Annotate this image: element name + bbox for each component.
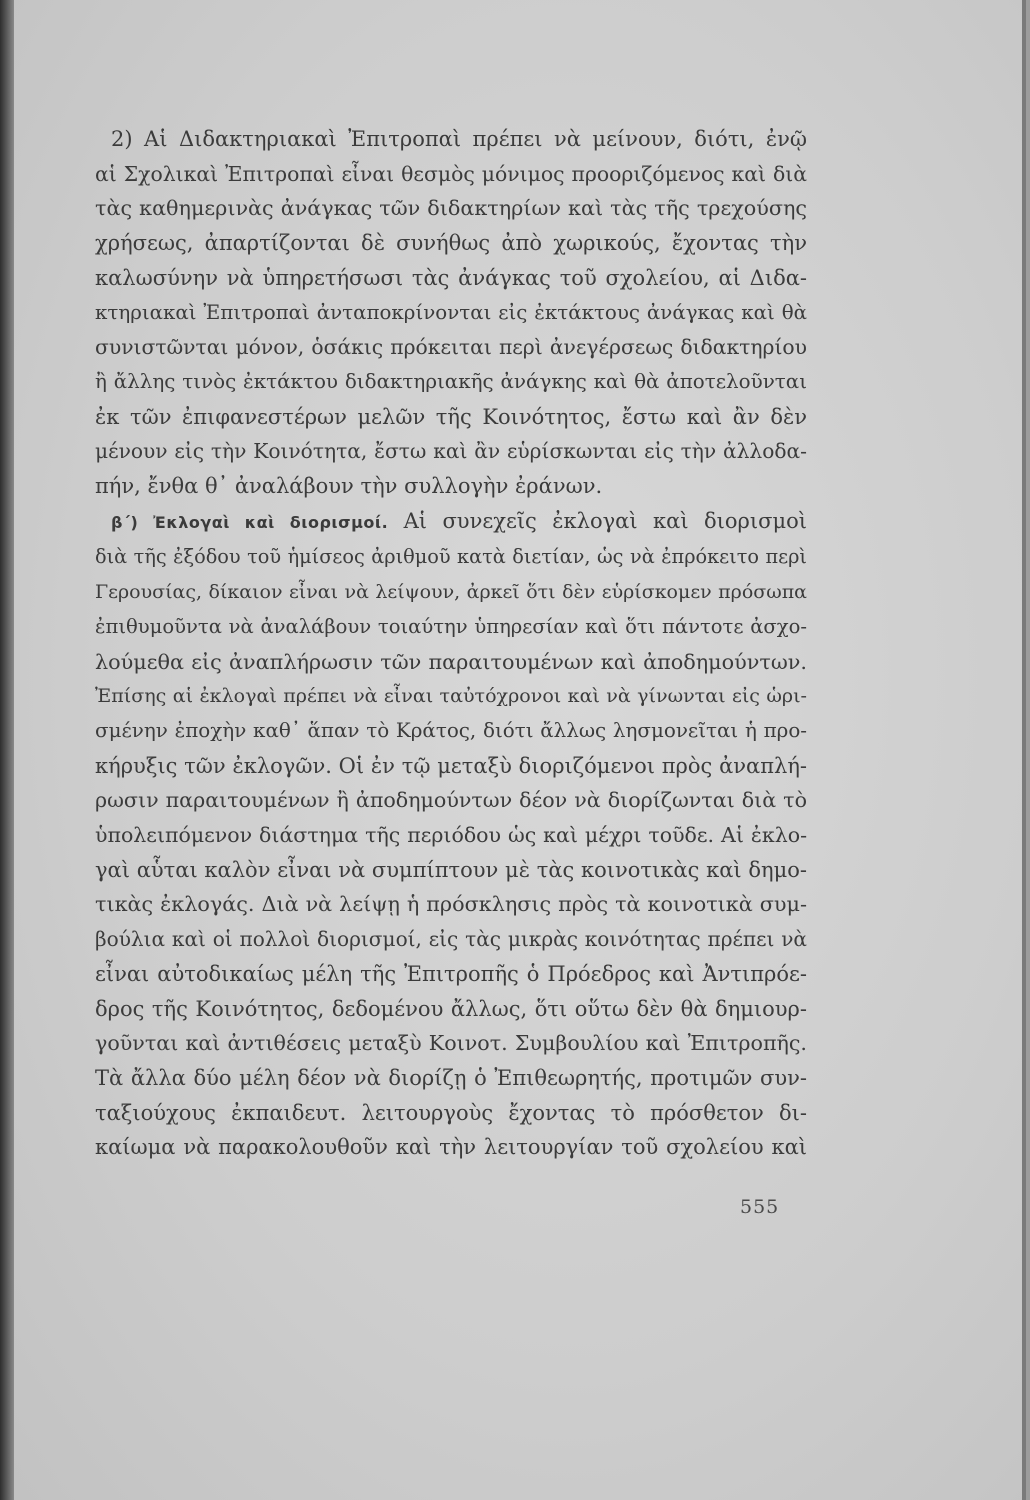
text-line: γοῦνται καὶ ἀντιθέσεις μεταξὺ Κοινοτ. Συμβουλίου καὶ Ἐπιτροπῆς. [95, 1031, 807, 1056]
text-line: 2) Αἱ Διδακτηριακαὶ Ἐπιτροπαὶ πρέπει νὰ μείνουν, διότι, ἐνῷ [111, 127, 807, 151]
scan-binding-edge [0, 0, 14, 1500]
text-line: σμένην ἐποχὴν καθ᾽ ἅπαν τὸ Κράτος, διότι ἄλλως λησμονεῖται ἡ προ- [95, 718, 807, 742]
page-edge [1022, 0, 1026, 1500]
page-body-text [95, 122, 807, 1165]
text-line: ρωσιν παραιτουμένων ἢ ἀποδημούντων δέον νὰ διορίζωνται διὰ τὸ [95, 788, 807, 813]
text-line: ταξιούχους ἐκπαιδευτ. λειτουργοὺς ἔχοντας τὸ πρόσθετον δι- [95, 1100, 807, 1125]
text-line: ἐπιθυμοῦντα νὰ ἀναλάβουν τοιαύτην ὑπηρεσίαν καὶ ὅτι πάντοτε ἀσχο- [95, 614, 807, 638]
text-line: καίωμα νὰ παρακολουθοῦν καὶ τὴν λειτουργίαν τοῦ σχολείου καὶ [95, 1135, 807, 1160]
text-line: λούμεθα εἰς ἀναπλήρωσιν τῶν παραιτουμένων καὶ ἀποδημούντων. [95, 649, 807, 674]
text-line: συνιστῶνται μόνον, ὁσάκις πρόκειται περὶ ἀνεγέρσεως διδακτηρίου [95, 335, 807, 360]
text-line: Ἐπίσης αἱ ἐκλογαὶ πρέπει νὰ εἶναι ταὐτόχρονοι καὶ νὰ γίνωνται εἰς ὡρι- [95, 685, 807, 708]
section-heading: β΄) Ἐκλογαὶ καὶ διορισμοί. [111, 512, 389, 532]
text-line: κτηριακαὶ Ἐπιτροπαὶ ἀνταποκρίνονται εἰς ἐκτάκτους ἀνάγκας καὶ θὰ [95, 300, 807, 324]
text-line: γαὶ αὗται καλὸν εἶναι νὰ συμπίπτουν μὲ τὰς κοινοτικὰς καὶ δημο- [95, 857, 807, 882]
text-line: Τὰ ἄλλα δύο μέλη δέον νὰ διορίζῃ ὁ Ἐπιθεωρητής, προτιμῶν συν- [95, 1065, 807, 1090]
text-line: δρος τῆς Κοινότητος, δεδομένου ἄλλως, ὅτι οὕτω δὲν θὰ δημιουρ- [95, 996, 807, 1021]
text-line: χρήσεως, ἀπαρτίζονται δὲ συνήθως ἀπὸ χωρικούς, ἔχοντας τὴν [95, 231, 807, 256]
text-line: τικὰς ἐκλογάς. Διὰ νὰ λείψῃ ἡ πρόσκλησις πρὸς τὰ κοινοτικὰ συμ- [95, 892, 807, 917]
text-line: πήν, ἔνθα θ᾽ ἀναλάβουν τὴν συλλογὴν ἐράνων. [95, 474, 603, 499]
section-heading-line: β΄) Ἐκλογαὶ καὶ διορισμοί. Αἱ συνεχεῖς ἐκλογαὶ καὶ διορισμοὶ [111, 508, 807, 533]
text-line: ὑπολειπόμενον διάστημα τῆς περιόδου ὡς καὶ μέχρι τοῦδε. Αἱ ἐκλο- [95, 823, 807, 848]
text-line: εἶναι αὐτοδικαίως μέλη τῆς Ἐπιτροπῆς ὁ Πρόεδρος καὶ Ἀντιπρόε- [95, 961, 807, 986]
text-line: διὰ τῆς ἐξόδου τοῦ ἡμίσεος ἀριθμοῦ κατὰ διετίαν, ὡς νὰ ἐπρόκειτο περὶ [95, 545, 807, 569]
text-line: βούλια καὶ οἱ πολλοὶ διορισμοί, εἰς τὰς μικρὰς κοινότητας πρέπει νὰ [95, 927, 807, 952]
page-number: 555 [740, 1196, 780, 1218]
text-line: καλωσύνην νὰ ὑπηρετήσωσι τὰς ἀνάγκας τοῦ σχολείου, αἱ Διδα- [95, 265, 807, 290]
text-line: ἢ ἄλλης τινὸς ἐκτάκτου διδακτηριακῆς ἀνάγκης καὶ θὰ ἀποτελοῦνται [95, 369, 807, 393]
text-line: τὰς καθημερινὰς ἀνάγκας τῶν διδακτηρίων καὶ τὰς τῆς τρεχούσης [95, 196, 807, 221]
text-line: Γερουσίας, δίκαιον εἶναι νὰ λείψουν, ἀρκεῖ ὅτι δὲν εὑρίσκομεν πρόσωπα [95, 581, 807, 604]
text-line: ἐκ τῶν ἐπιφανεστέρων μελῶν τῆς Κοινότητος, ἔστω καὶ ἂν δὲν [95, 404, 807, 429]
text-line: μένουν εἰς τὴν Κοινότητα, ἔστω καὶ ἂν εὑρίσκωνται εἰς τὴν ἀλλοδα- [95, 439, 807, 464]
text-line: κήρυξις τῶν ἐκλογῶν. Οἱ ἐν τῷ μεταξὺ διοριζόμενοι πρὸς ἀναπλή- [95, 753, 807, 778]
text-line: αἱ Σχολικαὶ Ἐπιτροπαὶ εἶναι θεσμὸς μόνιμος προοριζόμενος καὶ διὰ [95, 161, 807, 186]
